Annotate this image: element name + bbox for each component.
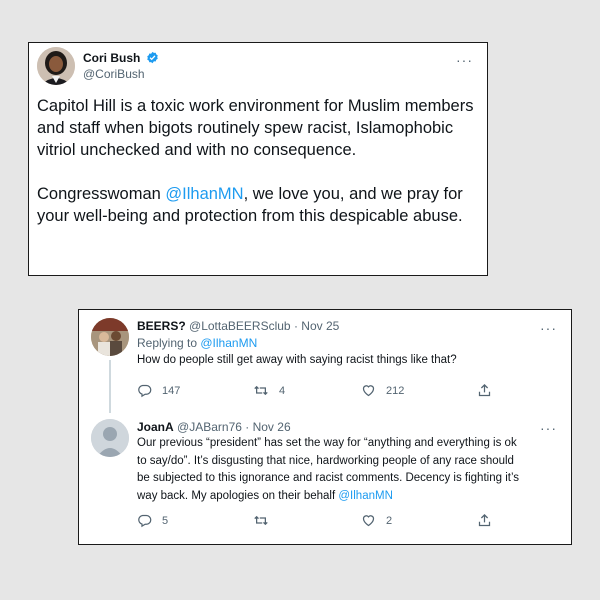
retweet-count: 4: [279, 384, 286, 397]
more-options-icon[interactable]: ···: [540, 420, 557, 436]
author-handle[interactable]: @CoriBush: [83, 67, 145, 81]
tweet-paragraph-2: [37, 183, 487, 227]
reply1-text: How do people still get away with saying racist things like that?: [137, 354, 457, 366]
share-button[interactable]: [477, 383, 492, 398]
reply2-date[interactable]: Nov 26: [252, 420, 291, 434]
replying-to-prefix: Replying to: [137, 336, 201, 350]
more-options-icon[interactable]: ···: [540, 320, 557, 336]
replying-to-line: [137, 336, 257, 351]
reply2-action-bar: [137, 513, 507, 529]
reply2-text-line-start: way back. My apologies on their behalf: [137, 489, 339, 502]
thread-connector-line: [109, 360, 111, 413]
main-tweet-card: [28, 42, 488, 276]
reply-button[interactable]: [137, 513, 168, 528]
reply2-author-name[interactable]: JoanA: [137, 420, 174, 434]
reply2-text-line: [137, 488, 519, 506]
reply-button[interactable]: [137, 383, 180, 398]
reply1-action-bar: [137, 383, 507, 399]
reply2-text-line: to say/do”. It’s disgusting that nice, hardworking people of any race should: [137, 454, 514, 467]
like-icon: [361, 513, 376, 528]
reply2-author-row: [137, 420, 291, 435]
reply-count: 147: [162, 384, 181, 397]
beers-avatar[interactable]: [91, 318, 129, 356]
mention-link[interactable]: @IlhanMN: [165, 185, 244, 203]
like-count: 212: [386, 384, 405, 397]
like-icon: [361, 383, 376, 398]
reply2-author-handle[interactable]: @JABarn76: [177, 420, 242, 434]
retweet-icon: [253, 383, 269, 398]
reply2-text-line: Our previous “president” has set the way for “anything and everything is ok: [137, 437, 517, 449]
reply-count: 5: [162, 514, 169, 527]
mention-link[interactable]: @IlhanMN: [338, 489, 393, 502]
like-count: 2: [386, 514, 393, 527]
reply1-separator: ·: [290, 319, 302, 333]
replying-to-mention[interactable]: @IlhanMN: [200, 336, 258, 350]
like-button[interactable]: [361, 383, 404, 398]
like-button[interactable]: [361, 513, 392, 528]
cori-bush-avatar[interactable]: [37, 47, 75, 85]
verified-badge-icon: [146, 51, 159, 68]
retweet-button[interactable]: [253, 513, 279, 528]
share-icon: [477, 513, 492, 528]
retweet-icon: [253, 513, 269, 528]
reply1-author-handle[interactable]: @LottaBEERSclub: [189, 319, 291, 333]
tweet-paragraph-1: Capitol Hill is a toxic work environment for Muslim members and staff when bigots routinely spew racist, Islamophobic vitriol unchecked and with no consequence.: [37, 97, 474, 159]
reply2-separator: ·: [241, 420, 253, 434]
reply1-author-row: [137, 319, 339, 334]
reply2-text-line: be subjected to this ignorance and racist comments. Decency is fighting it’s: [137, 472, 520, 484]
reply1-author-name[interactable]: BEERS?: [137, 319, 186, 333]
reply-icon: [137, 383, 152, 398]
more-options-icon[interactable]: ···: [456, 52, 473, 68]
tweet-paragraph-2-start: Congresswoman: [37, 185, 166, 203]
main-author-row: [83, 51, 159, 68]
tweet-paragraph-2-end: , we love you, and we pray for your well-being and protection from this despicable abuse.: [37, 185, 463, 225]
tweet-text: [37, 95, 487, 249]
share-button[interactable]: [477, 513, 492, 528]
reply2-text: [137, 435, 519, 505]
author-name[interactable]: Cori Bush: [83, 51, 141, 65]
reply-icon: [137, 513, 152, 528]
default-avatar-icon[interactable]: [91, 419, 129, 457]
share-icon: [477, 383, 492, 398]
reply1-date[interactable]: Nov 25: [301, 319, 340, 333]
replies-card: [78, 309, 572, 545]
retweet-button[interactable]: [253, 383, 285, 398]
